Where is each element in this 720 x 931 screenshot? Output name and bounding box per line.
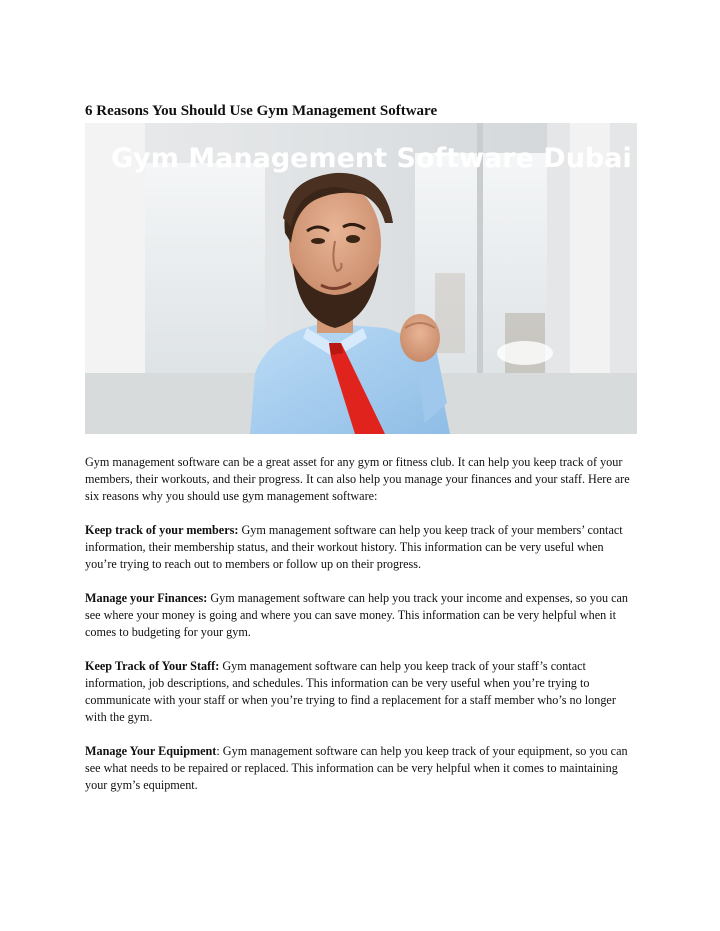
hero-image [85, 123, 637, 434]
document-title: 6 Reasons You Should Use Gym Management Software [85, 103, 438, 119]
article-body [85, 454, 637, 811]
man-photo-illustration [85, 123, 637, 434]
intro-paragraph: Gym management software can be a great asset for any gym or fitness club. It can help you keep track of your members, their workouts, and their progress. It can also help you manage your finances and your staff. Here are six reasons why you should use gym management software: [85, 455, 630, 503]
section-text: : Gym management software can help you keep track of your equipment, so you can see what needs to be repaired or replaced. This information can be very helpful when it comes to maintaining your gym’s equipment. [85, 744, 628, 792]
section-heading: Manage Your Equipment [85, 744, 217, 758]
section-text: Gym management software can help you track your income and expenses, so you can see where your money is going and where you can save money. This information can be very helpful when it comes to budgeting for your gym. [85, 591, 628, 639]
image-overlay-title: Gym Management Software Dubai [111, 143, 632, 174]
section-text: Gym management software can help you keep track of your staff’s contact information, job descriptions, and schedules. This information can be very useful when you’re trying to communicate with your staff or when you’re trying to find a replacement for a staff member who’s no longer with the gym. [85, 659, 616, 724]
section-heading: Keep Track of Your Staff: [85, 659, 220, 673]
section-paragraph [85, 590, 637, 641]
section-paragraph [85, 658, 637, 726]
section-text: Gym management software can help you keep track of your members’ contact information, their membership status, and their workout history. This information can be very useful when you’re trying to reach out to members or follow up on their progress. [85, 523, 623, 571]
section-paragraph [85, 743, 637, 794]
section-heading: Keep track of your members: [85, 523, 239, 537]
section-paragraph [85, 522, 637, 573]
section-heading: Manage your Finances: [85, 591, 208, 605]
